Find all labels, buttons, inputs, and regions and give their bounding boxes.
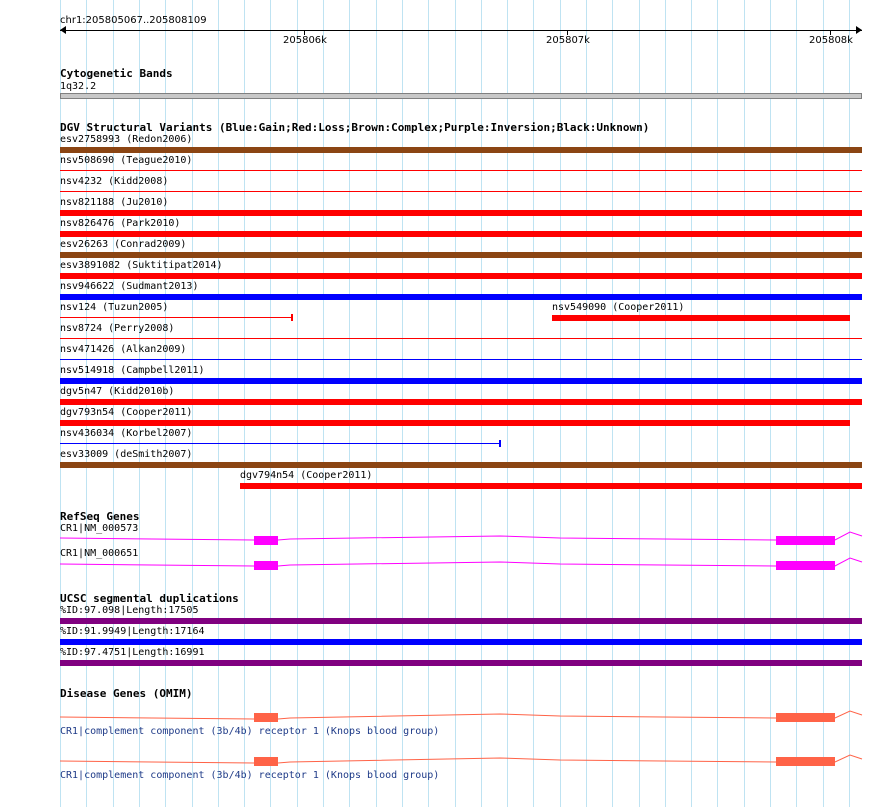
omim-gene-model[interactable] xyxy=(0,752,890,772)
omim-gene-label[interactable]: CR1|complement component (3b/4b) receptor 1 (Knops blood group) xyxy=(60,726,440,737)
dgv-feature-bar[interactable] xyxy=(60,231,862,237)
segdup-label: %ID:97.4751|Length:16991 xyxy=(60,647,205,658)
dgv-feature-endcap xyxy=(291,314,293,321)
dgv-feature-bar[interactable] xyxy=(60,462,862,468)
dgv-feature-label: nsv821188 (Ju2010) xyxy=(60,197,169,208)
ruler-axis xyxy=(60,30,862,31)
dgv-feature-bar[interactable] xyxy=(60,210,862,216)
dgv-feature-label: dgv794n54 (Cooper2011) xyxy=(240,470,373,481)
ruler-left-arrow-icon[interactable] xyxy=(60,26,66,34)
genome-location: chr1:205805067..205808109 xyxy=(60,15,207,26)
dgv-feature-bar[interactable] xyxy=(60,378,862,384)
refseq-gene-label: CR1|NM_000573 xyxy=(60,523,139,534)
dgv-feature-line[interactable] xyxy=(60,170,862,171)
dgv-feature-label: nsv436034 (Korbel2007) xyxy=(60,428,193,439)
dgv-feature-bar[interactable] xyxy=(552,315,850,321)
cytoband-bar[interactable] xyxy=(60,93,862,99)
cytoband-track-title: Cytogenetic Bands xyxy=(60,67,173,80)
segdup-track-title: UCSC segmental duplications xyxy=(60,592,239,605)
dgv-feature-bar[interactable] xyxy=(60,147,862,153)
dgv-feature-bar[interactable] xyxy=(60,294,862,300)
dgv-feature-label: esv3891082 (Suktitipat2014) xyxy=(60,260,223,271)
dgv-feature-label: nsv826476 (Park2010) xyxy=(60,218,181,229)
segdup-bar[interactable] xyxy=(60,618,862,624)
ruler-tick-label: 205807k xyxy=(546,35,590,46)
refseq-gene-model[interactable] xyxy=(0,556,890,576)
dgv-feature-label: dgv793n54 (Cooper2011) xyxy=(60,407,193,418)
ruler-right-arrow-icon[interactable] xyxy=(856,26,862,34)
dgv-feature-endcap xyxy=(499,440,501,447)
dgv-feature-bar[interactable] xyxy=(60,420,850,426)
dgv-feature-label: nsv549090 (Cooper2011) xyxy=(552,302,685,313)
dgv-track-title: DGV Structural Variants (Blue:Gain;Red:Loss;Brown:Complex;Purple:Inversion;Black:Unknown) xyxy=(60,121,650,134)
dgv-feature-label: nsv508690 (Teague2010) xyxy=(60,155,193,166)
dgv-feature-label: dgv5n47 (Kidd2010b) xyxy=(60,386,175,397)
refseq-track-title: RefSeq Genes xyxy=(60,510,140,523)
segdup-label: %ID:97.098|Length:17505 xyxy=(60,605,199,616)
dgv-feature-line[interactable] xyxy=(60,317,292,318)
dgv-feature-line[interactable] xyxy=(60,443,500,444)
dgv-feature-label: esv33009 (deSmith2007) xyxy=(60,449,193,460)
dgv-feature-bar[interactable] xyxy=(60,399,862,405)
ruler-tick-label: 205806k xyxy=(283,35,327,46)
dgv-feature-label: esv2758993 (Redon2006) xyxy=(60,134,193,145)
dgv-feature-line[interactable] xyxy=(60,359,862,360)
dgv-feature-label: nsv4232 (Kidd2008) xyxy=(60,176,169,187)
dgv-feature-line[interactable] xyxy=(60,191,862,192)
segdup-bar[interactable] xyxy=(60,660,862,666)
dgv-feature-label: nsv514918 (Campbell2011) xyxy=(60,365,205,376)
ruler-tick-label: 205808k xyxy=(809,35,853,46)
dgv-feature-label: nsv946622 (Sudmant2013) xyxy=(60,281,199,292)
dgv-feature-label: nsv471426 (Alkan2009) xyxy=(60,344,187,355)
dgv-feature-line[interactable] xyxy=(60,338,862,339)
omim-track-title: Disease Genes (OMIM) xyxy=(60,687,193,700)
dgv-feature-label: nsv8724 (Perry2008) xyxy=(60,323,175,334)
segdup-label: %ID:91.9949|Length:17164 xyxy=(60,626,205,637)
dgv-feature-bar[interactable] xyxy=(240,483,862,489)
cytoband-label: 1q32.2 xyxy=(60,81,97,92)
omim-gene-model[interactable] xyxy=(0,708,890,728)
refseq-gene-label: CR1|NM_000651 xyxy=(60,548,139,559)
omim-gene-label[interactable]: CR1|complement component (3b/4b) receptor 1 (Knops blood group) xyxy=(60,770,440,781)
dgv-feature-bar[interactable] xyxy=(60,252,862,258)
dgv-feature-label: esv26263 (Conrad2009) xyxy=(60,239,187,250)
dgv-feature-bar[interactable] xyxy=(60,273,862,279)
dgv-feature-label: nsv124 (Tuzun2005) xyxy=(60,302,169,313)
segdup-bar[interactable] xyxy=(60,639,862,645)
refseq-gene-model[interactable] xyxy=(0,530,890,550)
